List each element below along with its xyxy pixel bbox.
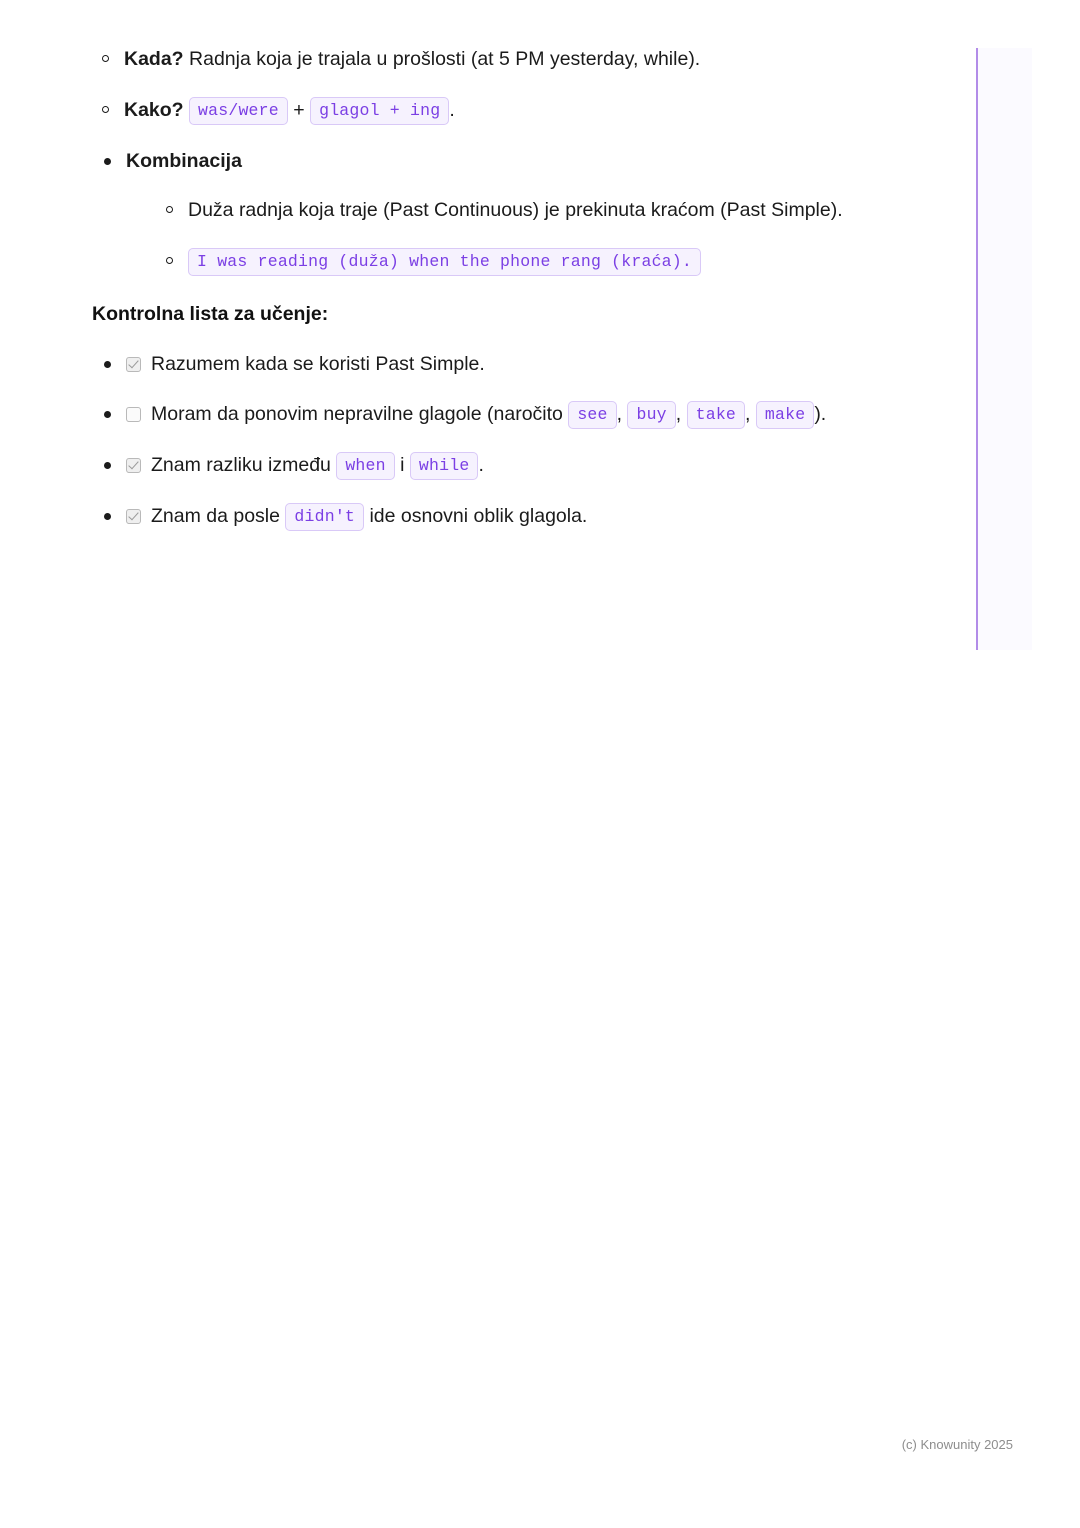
checklist-item [92, 449, 912, 482]
code-take: take [687, 401, 745, 429]
checkbox-checked-icon[interactable] [126, 509, 141, 524]
footer-copyright: (c) Knowunity 2025 [901, 1437, 1013, 1452]
checklist-item-text: Razumem kada se koristi Past Simple. [151, 353, 485, 375]
plus-sign: + [293, 99, 305, 121]
code-didnt: didn't [285, 503, 364, 531]
document-content [92, 44, 912, 551]
list-item-bold-prefix: Kako? [124, 99, 184, 121]
kombinacija-sublist-wrap [156, 195, 912, 277]
checklist-item-text: Moram da ponovim nepravilne glagole (naročito [151, 403, 569, 425]
kombinacija-label: Kombinacija [126, 150, 242, 172]
code-was-were: was/were [189, 97, 288, 125]
list-item [156, 195, 912, 226]
code-buy: buy [627, 401, 675, 429]
list-item-text: Radnja koja je trajala u prošlosti (at 5 PM yesterday, while). [183, 48, 701, 70]
separator: , [745, 403, 751, 425]
checklist-item-text-after: ide osnovni oblik glagola. [369, 505, 588, 527]
conjunction: i [400, 454, 405, 476]
list-item-bold-prefix: Kada? [124, 48, 184, 70]
right-margin-panel [976, 48, 1032, 650]
code-while: while [410, 452, 479, 480]
code-see: see [568, 401, 616, 429]
code-make: make [756, 401, 814, 429]
code-when: when [336, 452, 394, 480]
list-item-text: Duža radnja koja traje (Past Continuous) je prekinuta kraćom (Past Simple). [188, 199, 843, 221]
checklist-item [92, 500, 912, 533]
checkbox-checked-icon[interactable] [126, 458, 141, 473]
separator: , [675, 403, 682, 425]
separator: , [616, 403, 623, 425]
checklist-item [92, 348, 912, 380]
checklist-item [92, 398, 912, 431]
list-item [156, 246, 912, 277]
list-item-kombinacija [92, 146, 912, 277]
checklist-item-text-after: ). [814, 403, 827, 425]
checklist-item-text: Znam razliku između [151, 454, 337, 476]
kombinacija-list [92, 146, 912, 277]
list-item [92, 44, 912, 75]
checklist-title: Kontrolna lista za učenje: [92, 303, 329, 325]
top-sublist [92, 44, 912, 126]
checklist-item-text: Znam da posle [151, 505, 286, 527]
kombinacija-sublist [156, 195, 912, 277]
checkbox-checked-icon[interactable] [126, 357, 141, 372]
period: . [449, 99, 455, 121]
checkbox-unchecked-icon[interactable] [126, 407, 141, 422]
checklist-item-text-after: . [478, 454, 484, 476]
code-glagol-ing: glagol + ing [310, 97, 449, 125]
list-item [92, 95, 912, 126]
code-example-sentence: I was reading (duža) when the phone rang (kraća). [188, 248, 701, 276]
checklist [92, 348, 912, 533]
